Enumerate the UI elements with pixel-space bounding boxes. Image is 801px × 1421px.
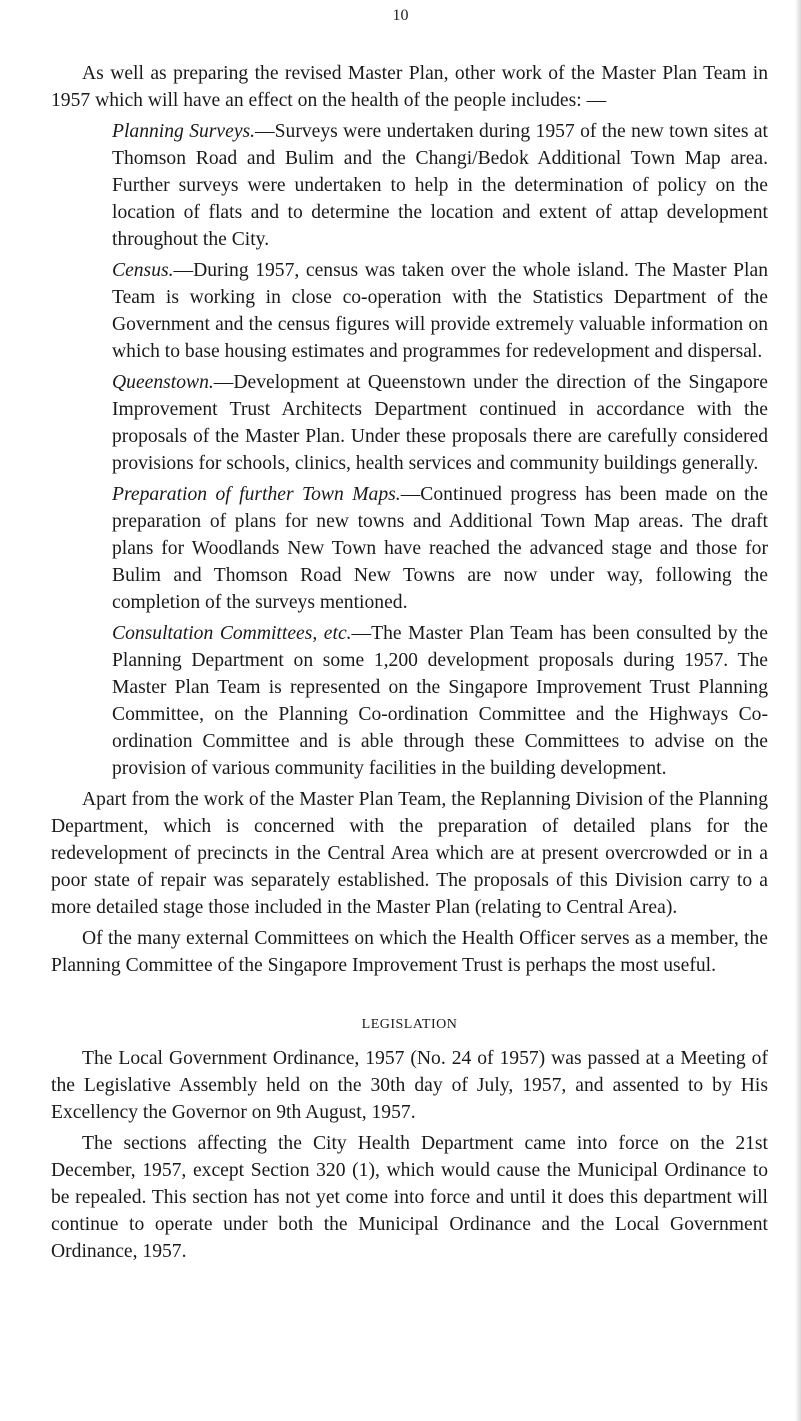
item-text: —Development at Queenstown under the direction of the Singapore Improvement Trust Architects Department continued in accordance with the proposals of the Master Plan. Under these proposals there are carefully considered provisions for schools, clinics, health services and community buildings generally. <box>112 372 768 474</box>
replanning-paragraph: Apart from the work of the Master Plan Team, the Replanning Division of the Planning Department, which is concerned with the preparation of detailed plans for the redevelopment of precincts in the Central Area which are at present overcrowded or in a poor state of repair was separately established. The proposals of this Division carry to a more detailed stage those included in the Master Plan (relating to Central Area). <box>51 789 768 918</box>
page-edge-shadow <box>795 0 801 1421</box>
item-census <box>51 257 768 365</box>
item-text: —The Master Plan Team has been consulted by the Planning Department on some 1,200 development proposals during 1957. The Master Plan Team is represented on the Singapore Improvement Trust Planning Committee, on the Planning Co-ordination Committee and the Highways Co-ordination Committee and is able through these Committees to advise on the provision of various community facilities in the building development. <box>112 623 768 779</box>
item-lead: Consultation Committees, etc. <box>112 623 352 644</box>
committees-paragraph: Of the many external Committees on which the Health Officer serves as a member, the Planning Committee of the Singapore Improvement Trust is perhaps the most useful. <box>51 928 768 976</box>
document-body <box>51 60 768 1269</box>
item-text: —Continued progress has been made on the preparation of plans for new towns and Additional Town Map areas. The draft plans for Woodlands New Town have reached the advanced stage and those for Bulim and Thomson Road New Towns are now under way, following the completion of the surveys mentioned. <box>112 484 768 613</box>
item-text: —Surveys were undertaken during 1957 of the new town sites at Thomson Road and Bulim and the Changi/Bedok Additional Town Map area. Further surveys were undertaken to help in the determination of policy on the location of flats and to determine the location and extent of attap development throughout the City. <box>112 121 768 250</box>
item-lead: Queenstown. <box>112 372 214 393</box>
item-town-maps <box>51 481 768 616</box>
item-lead: Preparation of further Town Maps. <box>112 484 401 505</box>
sections-paragraph: The sections affecting the City Health Department came into force on the 21st December, 1957, except Section 320 (1), which would cause the Municipal Ordinance to be repealed. This section has not yet come into force and until it does this department will continue to operate under both the Municipal Ordinance and the Local Government Ordinance, 1957. <box>51 1133 768 1262</box>
intro-paragraph: As well as preparing the revised Master Plan, other work of the Master Plan Team in 1957 which will have an effect on the health of the people includes: — <box>51 63 768 111</box>
ordinance-paragraph: The Local Government Ordinance, 1957 (No. 24 of 1957) was passed at a Meeting of the Legislative Assembly held on the 30th day of July, 1957, and assented to by His Excellency the Governor on 9th August, 1957. <box>51 1048 768 1123</box>
item-queenstown <box>51 369 768 477</box>
item-text: —During 1957, census was taken over the whole island. The Master Plan Team is working in close co-operation with the Statistics Department of the Government and the census figures will provide extremely valuable information on which to base housing estimates and programmes for redevelopment and dispersal. <box>112 260 768 362</box>
item-consultation <box>51 620 768 782</box>
item-lead: Census. <box>112 260 174 281</box>
legislation-heading: LEGISLATION <box>361 1017 458 1032</box>
page-number: 10 <box>392 7 409 24</box>
item-planning-surveys <box>51 118 768 253</box>
item-lead: Planning Surveys. <box>112 121 256 142</box>
